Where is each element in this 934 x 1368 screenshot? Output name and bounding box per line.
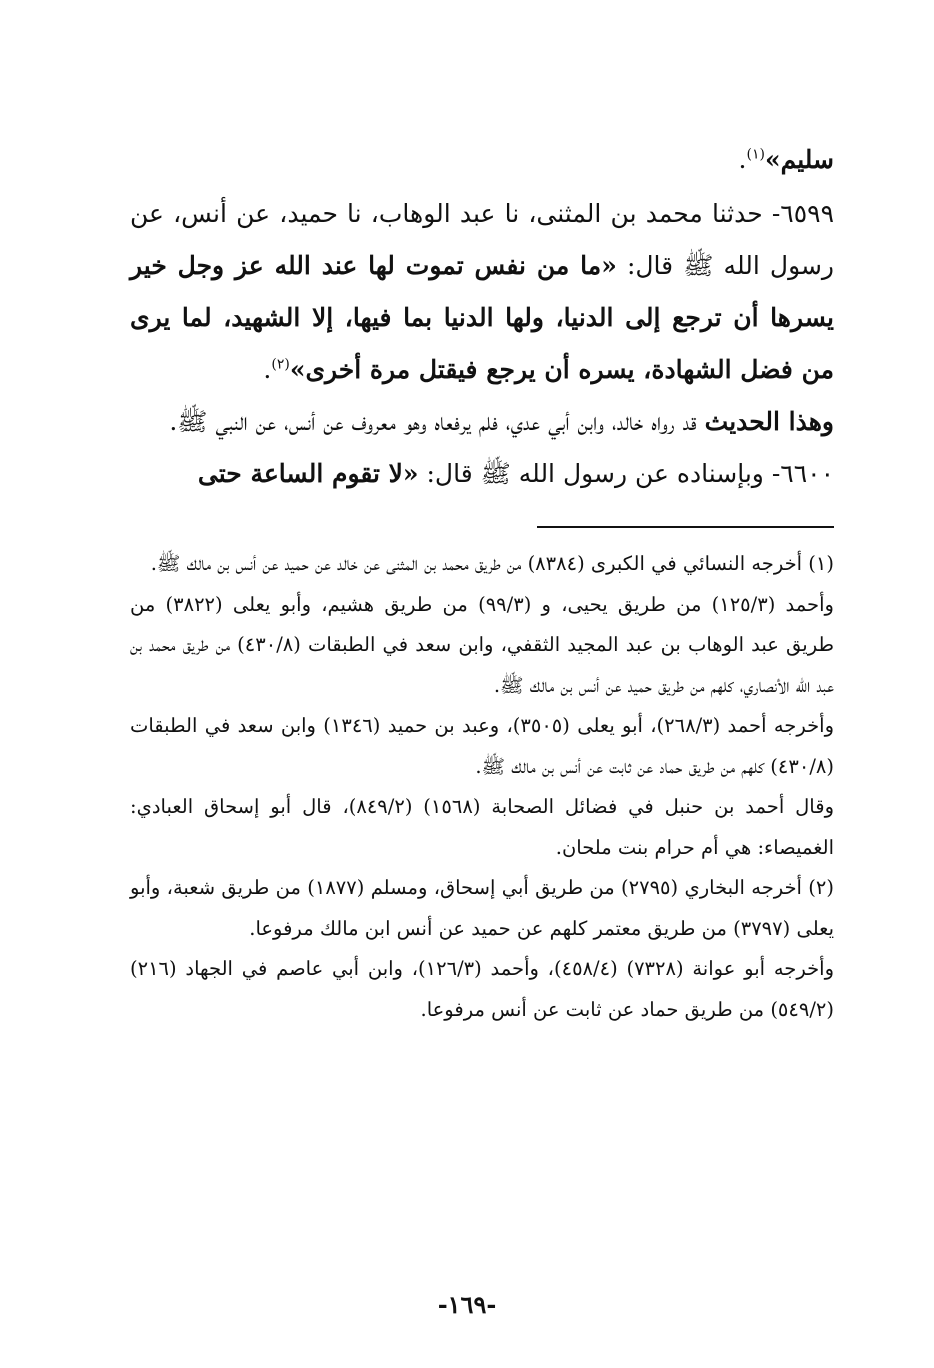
hadith-6600-isnad: ٦٦٠٠- وبإسناده عن رسول الله ﷺ قال:: [418, 459, 834, 488]
hadith-6599-matn: «ما من نفس تموت لها عند الله عز وجل خير يسرها أن ترجع إلى الدنيا، ولها الدنيا بما فيها، إلا الشهيد، لما يرى من فضل الشهادة، يسره أن يرجع فيقتل مرة أخرى»: [130, 251, 834, 384]
period: .: [263, 355, 272, 384]
hadith-6599-isnad: ٦٥٩٩- حدثنا محمد بن المثنى، نا عبد الوهاب، نا حميد، عن أنس، عن رسول الله ﷺ قال:: [130, 199, 834, 280]
footnote-1-cont-b: وأخرجه أحمد (٢٦٨/٣)، أبو يعلى (٣٥٠٥)، وعبد بن حميد (١٣٤٦) وابن سعد في الطبقات (٤٣٠/٨) كلهم من طريق حماد عن ثابت عن أنس بن مالك ﷺ.: [130, 714, 834, 778]
footnote-divider: [537, 526, 834, 528]
footnote-ref-2: (٢): [271, 356, 290, 373]
footnote-1-cont-c: وقال أحمد بن حنبل في فضائل الصحابة (١٥٦٨) (٨٤٩/٢)، قال أبو إسحاق العبادي: الغميصاء: هي أم حرام بنت ملحان.: [130, 795, 834, 859]
hadith-6599: [130, 188, 834, 396]
hadith-6600: [130, 448, 834, 500]
footnote-1-cont-a: وأحمد (١٢٥/٣) من طريق يحيى، و (٩٩/٣) من طريق هشيم، وأبو يعلى (٣٨٢٢) من طريق عبد الوهاب بن عبد المجيد الثقفي، وابن سعد في الطبقات (٤٣٠/٨) من طريق محمد بن عبد الله الأنصاري، كلهم من طريق حميد عن أنس بن مالك ﷺ.: [130, 592, 834, 697]
page-number: -١٦٩-: [437, 1290, 497, 1319]
footnote-1: (١) أخرجه النسائي في الكبرى (٨٣٨٤) من طريق محمد بن المثنى عن خالد عن حميد عن أنس بن مالك ﷺ.: [150, 552, 834, 575]
main-text: [130, 138, 834, 500]
commentary-lead: وهذا الحديث: [704, 407, 834, 436]
hadith-6600-matn: «لا تقوم الساعة حتى: [197, 459, 419, 488]
commentary: [130, 396, 834, 448]
paragraph-continuation: [130, 138, 834, 182]
footnote-ref-1: (١): [746, 146, 765, 163]
commentary-text: قد رواه خالد، وابن أبي عدي، فلم يرفعاه وهو معروف عن أنس، عن النبي ﷺ.: [169, 407, 705, 436]
footnote-2-cont: وأخرجه أبو عوانة (٧٣٢٨) (٤٥٨/٤)، وأحمد (١٢٦/٣)، وابن أبي عاصم في الجهاد (٢١٦) (٥٤٩/٢) من طريق حماد عن ثابت عن أنس مرفوعا.: [130, 957, 834, 1021]
continued-text: سليم»: [764, 145, 834, 174]
footnotes: [130, 544, 834, 1030]
period: .: [738, 145, 747, 174]
footnote-2: (٢) أخرجه البخاري (٢٧٩٥) من طريق أبي إسحاق، ومسلم (١٨٧٧) من طريق شعبة، وأبو يعلى (٣٧٩٧) من طريق معتمر كلهم عن حميد عن أنس ابن مالك مرفوعا.: [130, 876, 834, 940]
